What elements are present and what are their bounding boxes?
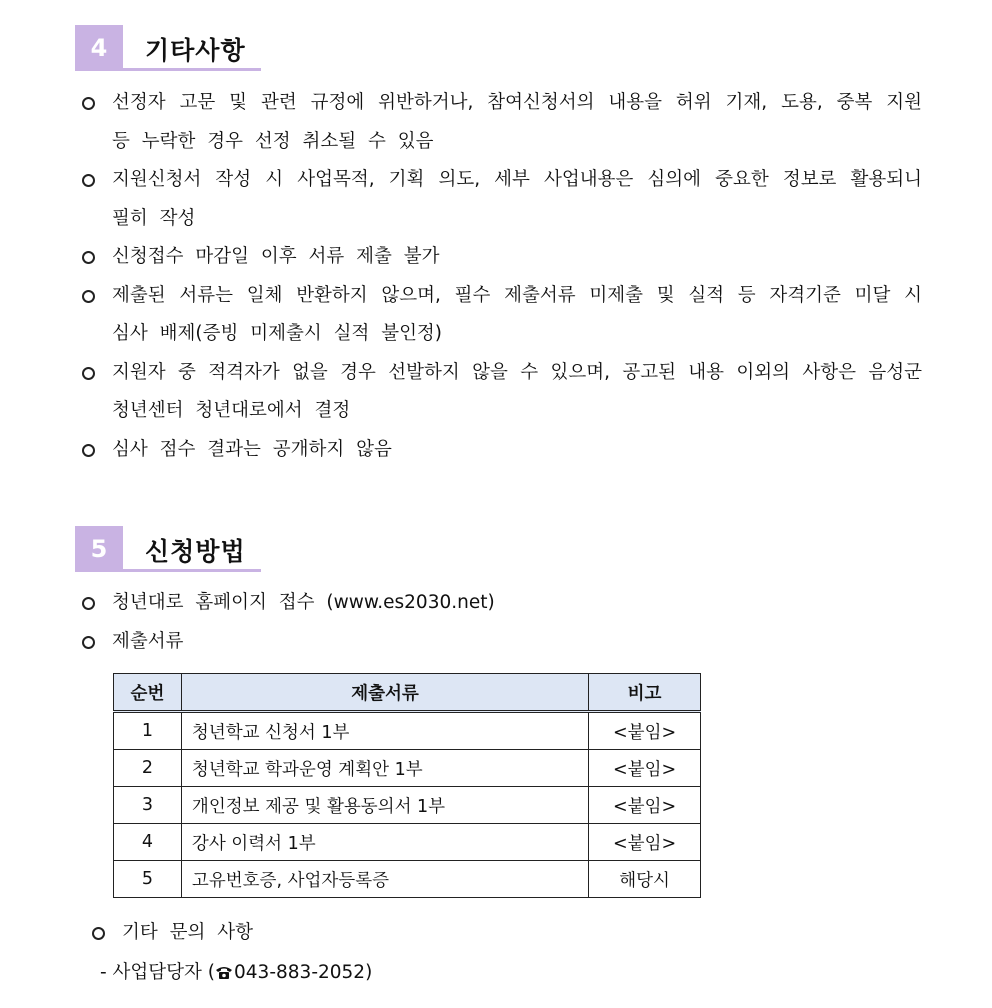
- inquiry-list: [92, 914, 692, 953]
- list-item: 제출된 서류는 일체 반환하지 않으며, 필수 제출서류 미제출 및 실적 등 자격기준 미달 시 심사 배제(증빙 미제출시 실적 불인정): [82, 277, 922, 354]
- circle-bullet-icon: [82, 636, 95, 649]
- row-number: 1: [114, 712, 182, 750]
- contact-line: [100, 958, 372, 985]
- section-4-list: [82, 84, 922, 469]
- section-underline: [123, 68, 261, 71]
- row-note: <붙임>: [589, 712, 701, 750]
- section-title: 기타사항: [145, 36, 246, 65]
- circle-bullet-icon: [82, 97, 95, 110]
- row-note: <붙임>: [589, 750, 701, 787]
- row-number: 2: [114, 750, 182, 787]
- table-row: [114, 787, 701, 824]
- circle-bullet-icon: [92, 927, 105, 940]
- contact-suffix: ): [365, 962, 373, 983]
- section-number-box: 5: [75, 526, 123, 572]
- list-item: 기타 문의 사항: [92, 914, 692, 953]
- list-item: 지원신청서 작성 시 사업목적, 기획 의도, 세부 사업내용은 심의에 중요한 정보로 활용되니 필히 작성: [82, 161, 922, 238]
- circle-bullet-icon: [82, 444, 95, 457]
- list-item: 지원자 중 적격자가 없을 경우 선발하지 않을 수 있으며, 공고된 내용 이외의 사항은 음성군 청년센터 청년대로에서 결정: [82, 354, 922, 431]
- section-title: 신청방법: [145, 537, 246, 566]
- list-item: 신청접수 마감일 이후 서류 제출 불가: [82, 238, 922, 277]
- circle-bullet-icon: [82, 251, 95, 264]
- circle-bullet-icon: [82, 367, 95, 380]
- row-number: 4: [114, 824, 182, 861]
- row-document: 개인정보 제공 및 활용동의서 1부: [181, 787, 588, 824]
- list-item: 청년대로 홈페이지 접수 (www.es2030.net): [82, 584, 922, 623]
- section-number-box: 4: [75, 25, 123, 71]
- row-document: 강사 이력서 1부: [181, 824, 588, 861]
- row-note: 해당시: [589, 861, 701, 898]
- section-underline: [123, 569, 261, 572]
- table-row: [114, 861, 701, 898]
- row-note: <붙임>: [589, 787, 701, 824]
- contact-phone: 043-883-2052: [234, 962, 366, 983]
- circle-bullet-icon: [82, 290, 95, 303]
- table-row: [114, 824, 701, 861]
- row-number: 5: [114, 861, 182, 898]
- row-document: 청년학교 학과운영 계획안 1부: [181, 750, 588, 787]
- circle-bullet-icon: [82, 597, 95, 610]
- row-document: 청년학교 신청서 1부: [181, 712, 588, 750]
- header-number: 순번: [114, 674, 182, 712]
- list-item: 제출서류: [82, 623, 922, 662]
- list-item: 선정자 고문 및 관련 규정에 위반하거나, 참여신청서의 내용을 허위 기재, 도용, 중복 지원 등 누락한 경우 선정 취소될 수 있음: [82, 84, 922, 161]
- section-5-list: [82, 584, 922, 661]
- header-document: 제출서류: [181, 674, 588, 712]
- table-row: [114, 750, 701, 787]
- row-number: 3: [114, 787, 182, 824]
- row-document: 고유번호증, 사업자등록증: [181, 861, 588, 898]
- header-note: 비고: [589, 674, 701, 712]
- circle-bullet-icon: [82, 174, 95, 187]
- phone-icon: [215, 964, 233, 985]
- documents-table: [113, 673, 701, 898]
- list-item: 심사 점수 결과는 공개하지 않음: [82, 431, 922, 470]
- contact-prefix: - 사업담당자 (: [100, 962, 216, 983]
- row-note: <붙임>: [589, 824, 701, 861]
- table-row: [114, 712, 701, 750]
- table-header-row: [114, 674, 701, 712]
